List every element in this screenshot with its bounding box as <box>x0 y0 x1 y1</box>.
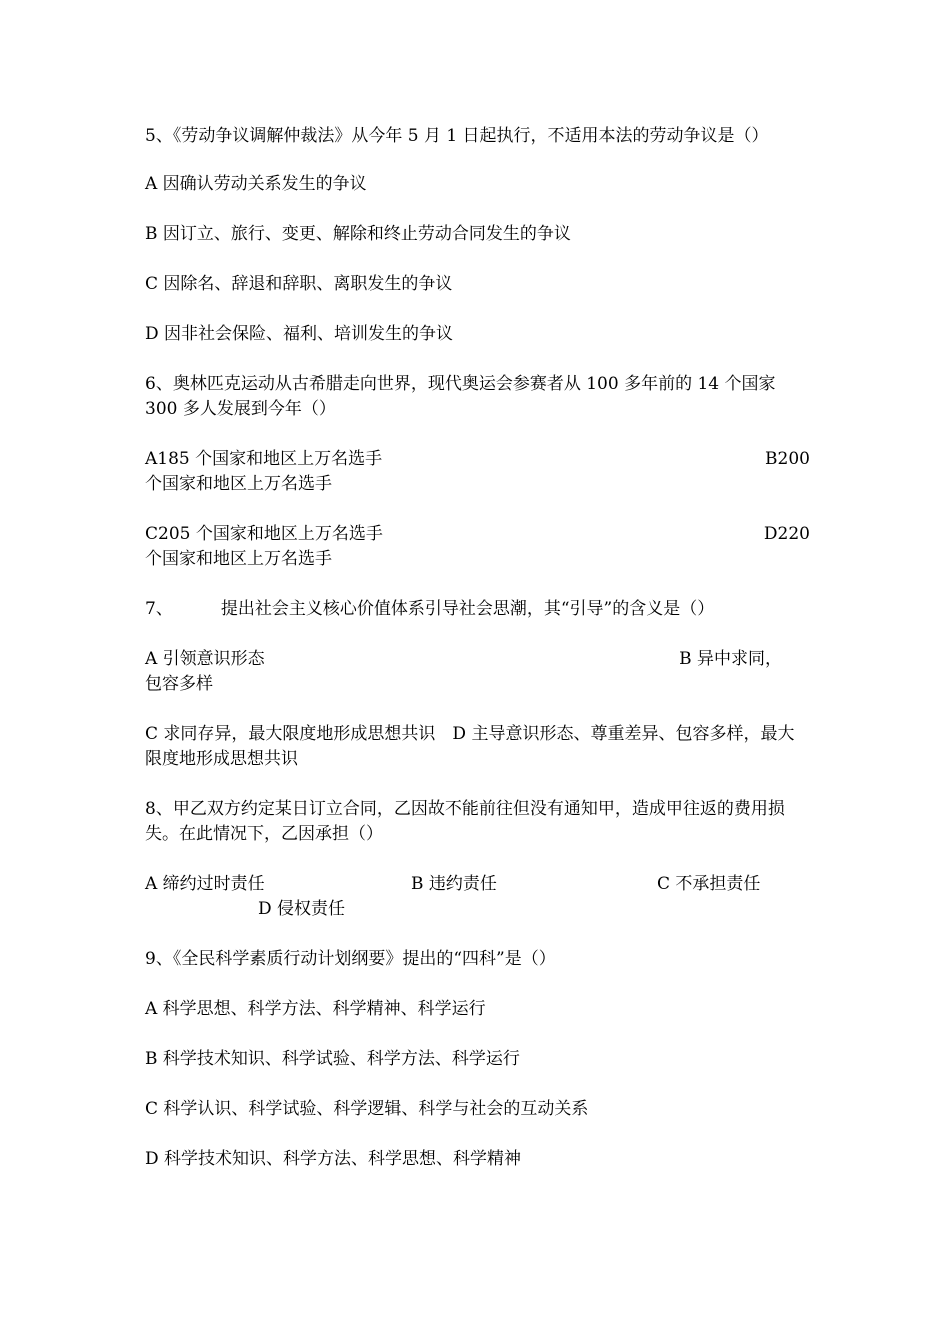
question-5-option-a: A 因确认劳动关系发生的争议 <box>145 174 367 194</box>
question-6-option-d-tail: 个国家和地区上万名选手 <box>145 549 332 569</box>
question-6-stem: 6、奥林匹克运动从古希腊走向世界，现代奥运会参赛者从 100 多年前的 14 个国家 300 多人发展到今年（） <box>145 374 776 419</box>
question-6-option-b-tail: 个国家和地区上万名选手 <box>145 474 332 494</box>
question-7-text: 提出社会主义核心价值体系引导社会思潮，其“引导”的含义是（） <box>220 599 715 619</box>
question-6-options-cd <box>145 522 810 572</box>
question-5-option-d: D 因非社会保险、福利、培训发生的争议 <box>145 324 454 344</box>
question-5-option-b: B 因订立、旅行、变更、解除和终止劳动合同发生的争议 <box>145 224 571 244</box>
question-7-option-b-tail: 包容多样 <box>145 674 213 694</box>
question-8-options <box>145 872 810 922</box>
question-9-stem: 9、《全民科学素质行动计划纲要》提出的“四科”是（） <box>145 949 556 969</box>
document-body <box>145 124 810 1197</box>
question-9-option-b: B 科学技术知识、科学试验、科学方法、科学运行 <box>145 1049 520 1069</box>
question-7-option-b-head: B 异中求同， <box>679 649 782 669</box>
question-6-option-c: C205 个国家和地区上万名选手 <box>145 524 383 544</box>
question-8-stem: 8、甲乙双方约定某日订立合同，乙因故不能前往但没有通知甲，造成甲往返的费用损失。在此情况下，乙因承担（） <box>145 799 785 844</box>
question-7-stem <box>145 597 810 622</box>
question-9-option-a: A 科学思想、科学方法、科学精神、科学运行 <box>145 999 486 1019</box>
question-6-option-d-head: D220 <box>763 524 810 544</box>
question-8-option-d: D 侵权责任 <box>258 899 346 919</box>
question-9-option-d: D 科学技术知识、科学方法、科学思想、科学精神 <box>145 1149 522 1169</box>
question-6-option-a: A185 个国家和地区上万名选手 <box>145 449 383 469</box>
question-5-stem: 5、《劳动争议调解仲裁法》从今年 5 月 1 日起执行，不适用本法的劳动争议是（） <box>145 126 769 146</box>
question-8-option-a: A 缔约过时责任 <box>145 874 265 894</box>
question-7-options-cd: C 求同存异，最大限度地形成思想共识 D 主导意识形态、尊重差异、包容多样，最大限度地形成思想共识 <box>145 724 795 769</box>
question-9-option-c: C 科学认识、科学试验、科学逻辑、科学与社会的互动关系 <box>145 1099 589 1119</box>
question-8-option-b: B 违约责任 <box>411 874 497 894</box>
question-7-options-ab <box>145 647 810 697</box>
question-6-option-b-head: B200 <box>765 449 810 469</box>
question-8-option-c: C 不承担责任 <box>657 874 761 894</box>
question-5-option-c: C 因除名、辞退和辞职、离职发生的争议 <box>145 274 453 294</box>
question-6-options-ab <box>145 447 810 497</box>
question-7-number: 7、 <box>145 599 173 619</box>
question-7-option-a: A 引领意识形态 <box>145 649 265 669</box>
